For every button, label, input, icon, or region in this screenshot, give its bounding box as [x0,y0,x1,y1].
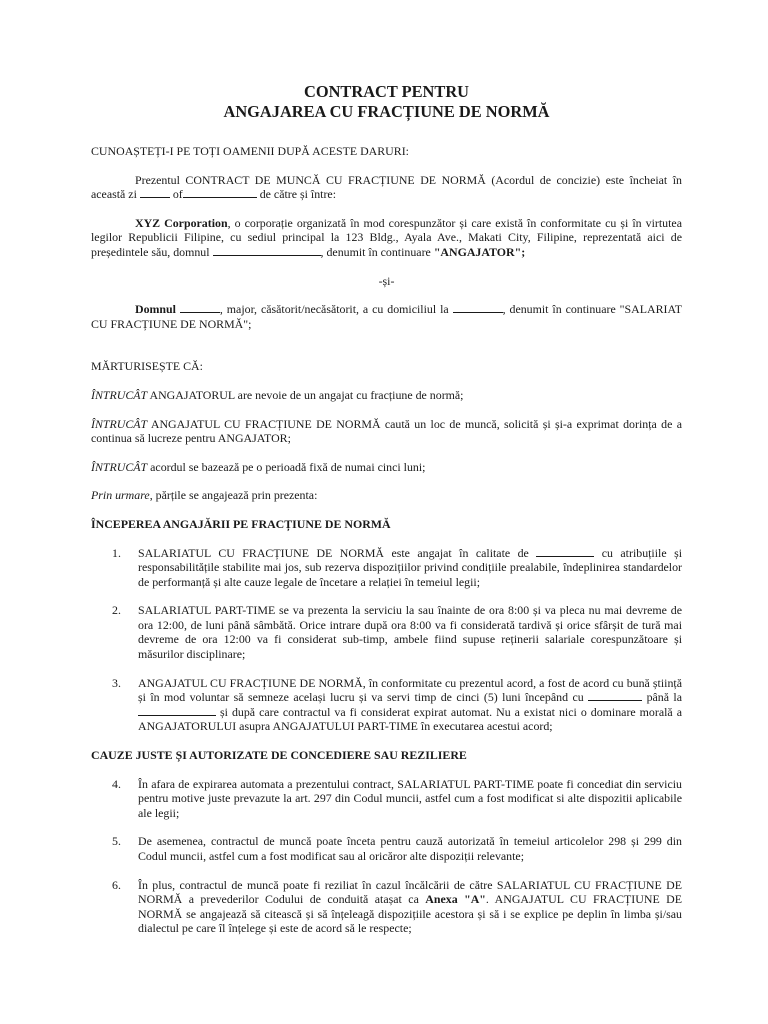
and-separator: -și- [378,273,395,288]
whereas-clause-1: ÎNTRUCÂT ANGAJATORUL are nevoie de un angajat cu fracțiune de normă; [91,387,464,402]
title-line-2: ANGAJAREA CU FRACȚIUNE DE NORMĂ [223,102,550,121]
annex-reference: Anexa "A" [425,892,486,907]
item-number: 5. [112,834,121,849]
end-date-blank [138,705,216,716]
employer-paragraph: XYZ Corporation, o corporație organizată în mod corespunzător și care există în conformitate cu și în virtutea legilor Republicii Filipine, cu sediul principal la 123 Bldg., Ayala Ave., Makati City, Filipine, reprezentată aici de președintele său, domnul , denumit în continuare "ANGAJATOR"; [91,215,682,259]
item-number: 2. [112,603,121,618]
start-date-blank [588,690,642,701]
list-item: 5. De asemenea, contractul de muncă poate înceta pentru cauză autorizată în temeiul articolelor 298 și 299 din Codul muncii, astfel cum a fost modificat sau al oricăror alte dispoziții relevante; [112,834,682,863]
contract-paragraph: Prezentul CONTRACT DE MUNCĂ CU FRACȚIUNE DE NORMĂ (Acordul de concizie) este încheiat în această zi of de către și între: [91,172,682,202]
month-blank [183,187,257,198]
therefore-clause: Prin urmare, părțile se angajează prin prezenta: [91,488,318,503]
list-item: 3. ANGAJATUL CU FRACȚIUNE DE NORMĂ, în conformitate cu prezentul acord, a fost de acord cu bună știință și în mod voluntar să semneze același lucru și va servi timp de cinci (5) luni începând cu până la și după care contractul va fi considerat expirat automat. Nu a existat nici o dominare morală a ANGAJATORULUI asupra ANGAJATULUI PART-TIME în executarea acestui acord; [112,675,683,734]
whereas-clause-3: ÎNTRUCÂT acordul se bazează pe o perioadă fixă de numai cinci luni; [91,459,426,474]
list-item: 6. În plus, contractul de muncă poate fi reziliat în cazul încălcării de către SALARIATUL CU FRACȚIUNE DE NORMĂ a prevederilor Codului de conduită atașat ca Anexa "A". ANGAJATUL CU FRACȚIUNE DE NORMĂ se angajează să citească și să înțeleagă dispozițiile acestora și să i se explice pe deplin în limba și/sau dialectul pe care îl înțelege și este de acord să le respecte; [112,877,682,936]
company-name: XYZ Corporation [135,215,228,230]
mister-label: Domnul [135,302,176,317]
section-heading-commencement: ÎNCEPEREA ANGAJĂRII PE FRACȚIUNE DE NORMĂ [91,516,391,531]
address-blank [453,302,503,313]
witnesseth-line: MĂRTURISEȘTE CĂ: [91,359,203,374]
list-item: 4. În afara de expirarea automata a prezentului contract, SALARIATUL PART-TIME poate fi concediat din serviciu pentru motive juste prevazute la art. 297 din Codul muncii, astfel cum a fost modificat si alte dispozitii aplicabile ale legii; [112,776,682,820]
employee-paragraph: Domnul , major, căsătorit/necăsătorit, a cu domiciliul la , denumit în continuare "SALARIAT CU FRACȚIUNE DE NORMĂ"; [91,302,683,331]
president-name-blank [213,245,321,256]
whereas-clause-2: ÎNTRUCÂT ANGAJATUL CU FRACȚIUNE DE NORMĂ caută un loc de muncă, solicită și și-a exprimat dorința de a continua să lucreze pentru ANGAJATOR; [91,416,682,446]
employee-name-blank [180,302,220,313]
document-title [91,82,682,122]
list-item: 2. SALARIATUL PART-TIME se va prezenta la serviciu la sau înainte de ora 8:00 și va pleca nu mai devreme de ora 12:00, de luni până sâmbătă. Orice intrare după ora 8:00 va fi considerată tardivă și orice sfârșit de tură mai devreme de ora 12:00 va fi considerat sub-timp, ambele fiind supuse reținerii salariale corespunzătoare și măsurilor disciplinare; [112,603,682,662]
position-blank [536,546,594,557]
title-line-1: CONTRACT PENTRU [304,82,469,101]
intro-line: CUNOAȘTEȚI-I PE TOȚI OAMENII DUPĂ ACESTE DARURI: [91,144,409,158]
item-number: 4. [112,776,121,791]
item-number: 6. [112,877,121,892]
employer-label: "ANGAJATOR"; [433,244,526,259]
item-number: 1. [112,545,121,560]
list-item: 1. SALARIATUL CU FRACȚIUNE DE NORMĂ este angajat în calitate de cu atribuțiile și responsabilitățile stabilite mai jos, sub rezerva dispozițiilor privind condițiile prealabile, îndeplinirea standardelor de performanță și alte cauze legale de încetare a relației în temeiul legii; [112,545,682,589]
item-number: 3. [112,675,121,690]
section-heading-termination: CAUZE JUSTE ȘI AUTORIZATE DE CONCEDIERE SAU REZILIERE [91,748,467,763]
day-blank [140,187,170,198]
